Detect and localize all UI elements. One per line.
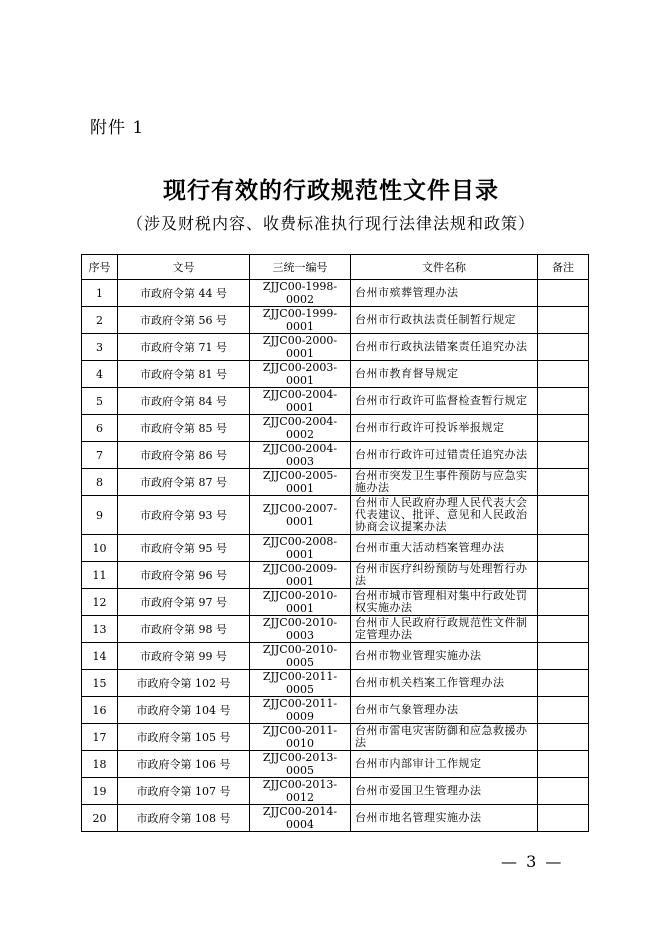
cell-doc-number: 市政府令第 44 号 (118, 280, 250, 307)
cell-unified-code: ZJJC00-2010-0005 (250, 643, 351, 670)
attachment-label: 附件 1 (90, 118, 145, 138)
cell-remarks (538, 307, 589, 334)
table-row (82, 334, 589, 361)
table-row (82, 562, 589, 589)
cell-no: 4 (82, 361, 118, 388)
cell-remarks (538, 415, 589, 442)
cell-file-name: 台州市行政执法错案责任追究办法 (351, 334, 538, 361)
cell-doc-number: 市政府令第 102 号 (118, 670, 250, 697)
table-row (82, 589, 589, 616)
table-row (82, 535, 589, 562)
cell-unified-code: ZJJC00-2010-0003 (250, 616, 351, 643)
cell-no: 12 (82, 589, 118, 616)
table-row (82, 697, 589, 724)
cell-remarks (538, 805, 589, 832)
cell-doc-number: 市政府令第 104 号 (118, 697, 250, 724)
cell-remarks (538, 643, 589, 670)
cell-doc-number: 市政府令第 56 号 (118, 307, 250, 334)
cell-no: 9 (82, 496, 118, 535)
cell-unified-code: ZJJC00-2011-0010 (250, 724, 351, 751)
cell-file-name: 台州市行政执法责任制暂行规定 (351, 307, 538, 334)
cell-remarks (538, 361, 589, 388)
cell-unified-code: ZJJC00-2011-0005 (250, 670, 351, 697)
table-row (82, 469, 589, 496)
cell-doc-number: 市政府令第 107 号 (118, 778, 250, 805)
table-header-row (82, 255, 589, 280)
cell-file-name: 台州市人民政府行政规范性文件制定管理办法 (351, 616, 538, 643)
cell-remarks (538, 469, 589, 496)
cell-unified-code: ZJJC00-2008-0001 (250, 535, 351, 562)
cell-file-name: 台州市突发卫生事件预防与应急实施办法 (351, 469, 538, 496)
cell-doc-number: 市政府令第 105 号 (118, 724, 250, 751)
cell-file-name: 台州市物业管理实施办法 (351, 643, 538, 670)
cell-unified-code: ZJJC00-2005-0001 (250, 469, 351, 496)
cell-doc-number: 市政府令第 108 号 (118, 805, 250, 832)
cell-doc-number: 市政府令第 71 号 (118, 334, 250, 361)
cell-no: 13 (82, 616, 118, 643)
cell-no: 19 (82, 778, 118, 805)
cell-no: 18 (82, 751, 118, 778)
header-unified-code: 三统一编号 (250, 255, 351, 280)
cell-unified-code: ZJJC00-2004-0003 (250, 442, 351, 469)
cell-remarks (538, 589, 589, 616)
cell-doc-number: 市政府令第 86 号 (118, 442, 250, 469)
table-row (82, 616, 589, 643)
document-title: 现行有效的行政规范性文件目录 (163, 177, 499, 204)
page-number: — 3 — (501, 852, 564, 871)
cell-remarks (538, 535, 589, 562)
cell-file-name: 台州市地名管理实施办法 (351, 805, 538, 832)
cell-no: 14 (82, 643, 118, 670)
cell-remarks (538, 697, 589, 724)
cell-doc-number: 市政府令第 84 号 (118, 388, 250, 415)
cell-remarks (538, 496, 589, 535)
table-row (82, 442, 589, 469)
cell-no: 20 (82, 805, 118, 832)
cell-remarks (538, 616, 589, 643)
cell-doc-number: 市政府令第 99 号 (118, 643, 250, 670)
cell-unified-code: ZJJC00-2013-0012 (250, 778, 351, 805)
regulation-table (81, 254, 589, 832)
table-row (82, 670, 589, 697)
cell-file-name: 台州市殡葬管理办法 (351, 280, 538, 307)
cell-file-name: 台州市城市管理相对集中行政处罚权实施办法 (351, 589, 538, 616)
table-row (82, 724, 589, 751)
cell-no: 16 (82, 697, 118, 724)
cell-no: 17 (82, 724, 118, 751)
cell-remarks (538, 442, 589, 469)
cell-unified-code: ZJJC00-2014-0004 (250, 805, 351, 832)
cell-doc-number: 市政府令第 98 号 (118, 616, 250, 643)
cell-remarks (538, 280, 589, 307)
table-row (82, 415, 589, 442)
cell-unified-code: ZJJC00-2004-0002 (250, 415, 351, 442)
cell-file-name: 台州市重大活动档案管理办法 (351, 535, 538, 562)
table-row (82, 751, 589, 778)
cell-no: 6 (82, 415, 118, 442)
table-row (82, 280, 589, 307)
cell-remarks (538, 670, 589, 697)
cell-unified-code: ZJJC00-2000-0001 (250, 334, 351, 361)
cell-file-name: 台州市人民政府办理人民代表大会代表建议、批评、意见和人民政治协商会议提案办法 (351, 496, 538, 535)
cell-doc-number: 市政府令第 81 号 (118, 361, 250, 388)
cell-unified-code: ZJJC00-2007-0001 (250, 496, 351, 535)
table-row (82, 361, 589, 388)
table-row (82, 805, 589, 832)
cell-file-name: 台州市教育督导规定 (351, 361, 538, 388)
cell-no: 1 (82, 280, 118, 307)
cell-unified-code: ZJJC00-2013-0005 (250, 751, 351, 778)
table-row (82, 496, 589, 535)
header-remarks: 备注 (538, 255, 589, 280)
cell-file-name: 台州市行政许可投诉举报规定 (351, 415, 538, 442)
cell-file-name: 台州市内部审计工作规定 (351, 751, 538, 778)
cell-file-name: 台州市医疗纠纷预防与处理暂行办法 (351, 562, 538, 589)
cell-unified-code: ZJJC00-2011-0009 (250, 697, 351, 724)
cell-file-name: 台州市行政许可过错责任追究办法 (351, 442, 538, 469)
cell-no: 5 (82, 388, 118, 415)
cell-remarks (538, 778, 589, 805)
cell-file-name: 台州市机关档案工作管理办法 (351, 670, 538, 697)
cell-no: 10 (82, 535, 118, 562)
cell-file-name: 台州市行政许可监督检查暂行规定 (351, 388, 538, 415)
cell-doc-number: 市政府令第 87 号 (118, 469, 250, 496)
cell-unified-code: ZJJC00-2010-0001 (250, 589, 351, 616)
cell-no: 11 (82, 562, 118, 589)
cell-unified-code: ZJJC00-2003-0001 (250, 361, 351, 388)
cell-file-name: 台州市雷电灾害防御和应急救援办法 (351, 724, 538, 751)
cell-file-name: 台州市气象管理办法 (351, 697, 538, 724)
document-subtitle: （涉及财税内容、收费标准执行现行法律法规和政策） (126, 214, 535, 233)
cell-doc-number: 市政府令第 93 号 (118, 496, 250, 535)
cell-doc-number: 市政府令第 96 号 (118, 562, 250, 589)
cell-doc-number: 市政府令第 85 号 (118, 415, 250, 442)
cell-unified-code: ZJJC00-2004-0001 (250, 388, 351, 415)
table-row (82, 778, 589, 805)
cell-file-name: 台州市爱国卫生管理办法 (351, 778, 538, 805)
cell-remarks (538, 388, 589, 415)
cell-remarks (538, 751, 589, 778)
cell-no: 8 (82, 469, 118, 496)
cell-no: 2 (82, 307, 118, 334)
cell-doc-number: 市政府令第 97 号 (118, 589, 250, 616)
cell-remarks (538, 724, 589, 751)
table-row (82, 388, 589, 415)
cell-no: 7 (82, 442, 118, 469)
cell-unified-code: ZJJC00-2009-0001 (250, 562, 351, 589)
cell-unified-code: ZJJC00-1998-0002 (250, 280, 351, 307)
cell-doc-number: 市政府令第 95 号 (118, 535, 250, 562)
table-row (82, 307, 589, 334)
header-doc-number: 文号 (118, 255, 250, 280)
cell-doc-number: 市政府令第 106 号 (118, 751, 250, 778)
cell-unified-code: ZJJC00-1999-0001 (250, 307, 351, 334)
header-file-name: 文件名称 (351, 255, 538, 280)
cell-remarks (538, 334, 589, 361)
header-no: 序号 (82, 255, 118, 280)
cell-remarks (538, 562, 589, 589)
table-row (82, 643, 589, 670)
cell-no: 3 (82, 334, 118, 361)
cell-no: 15 (82, 670, 118, 697)
